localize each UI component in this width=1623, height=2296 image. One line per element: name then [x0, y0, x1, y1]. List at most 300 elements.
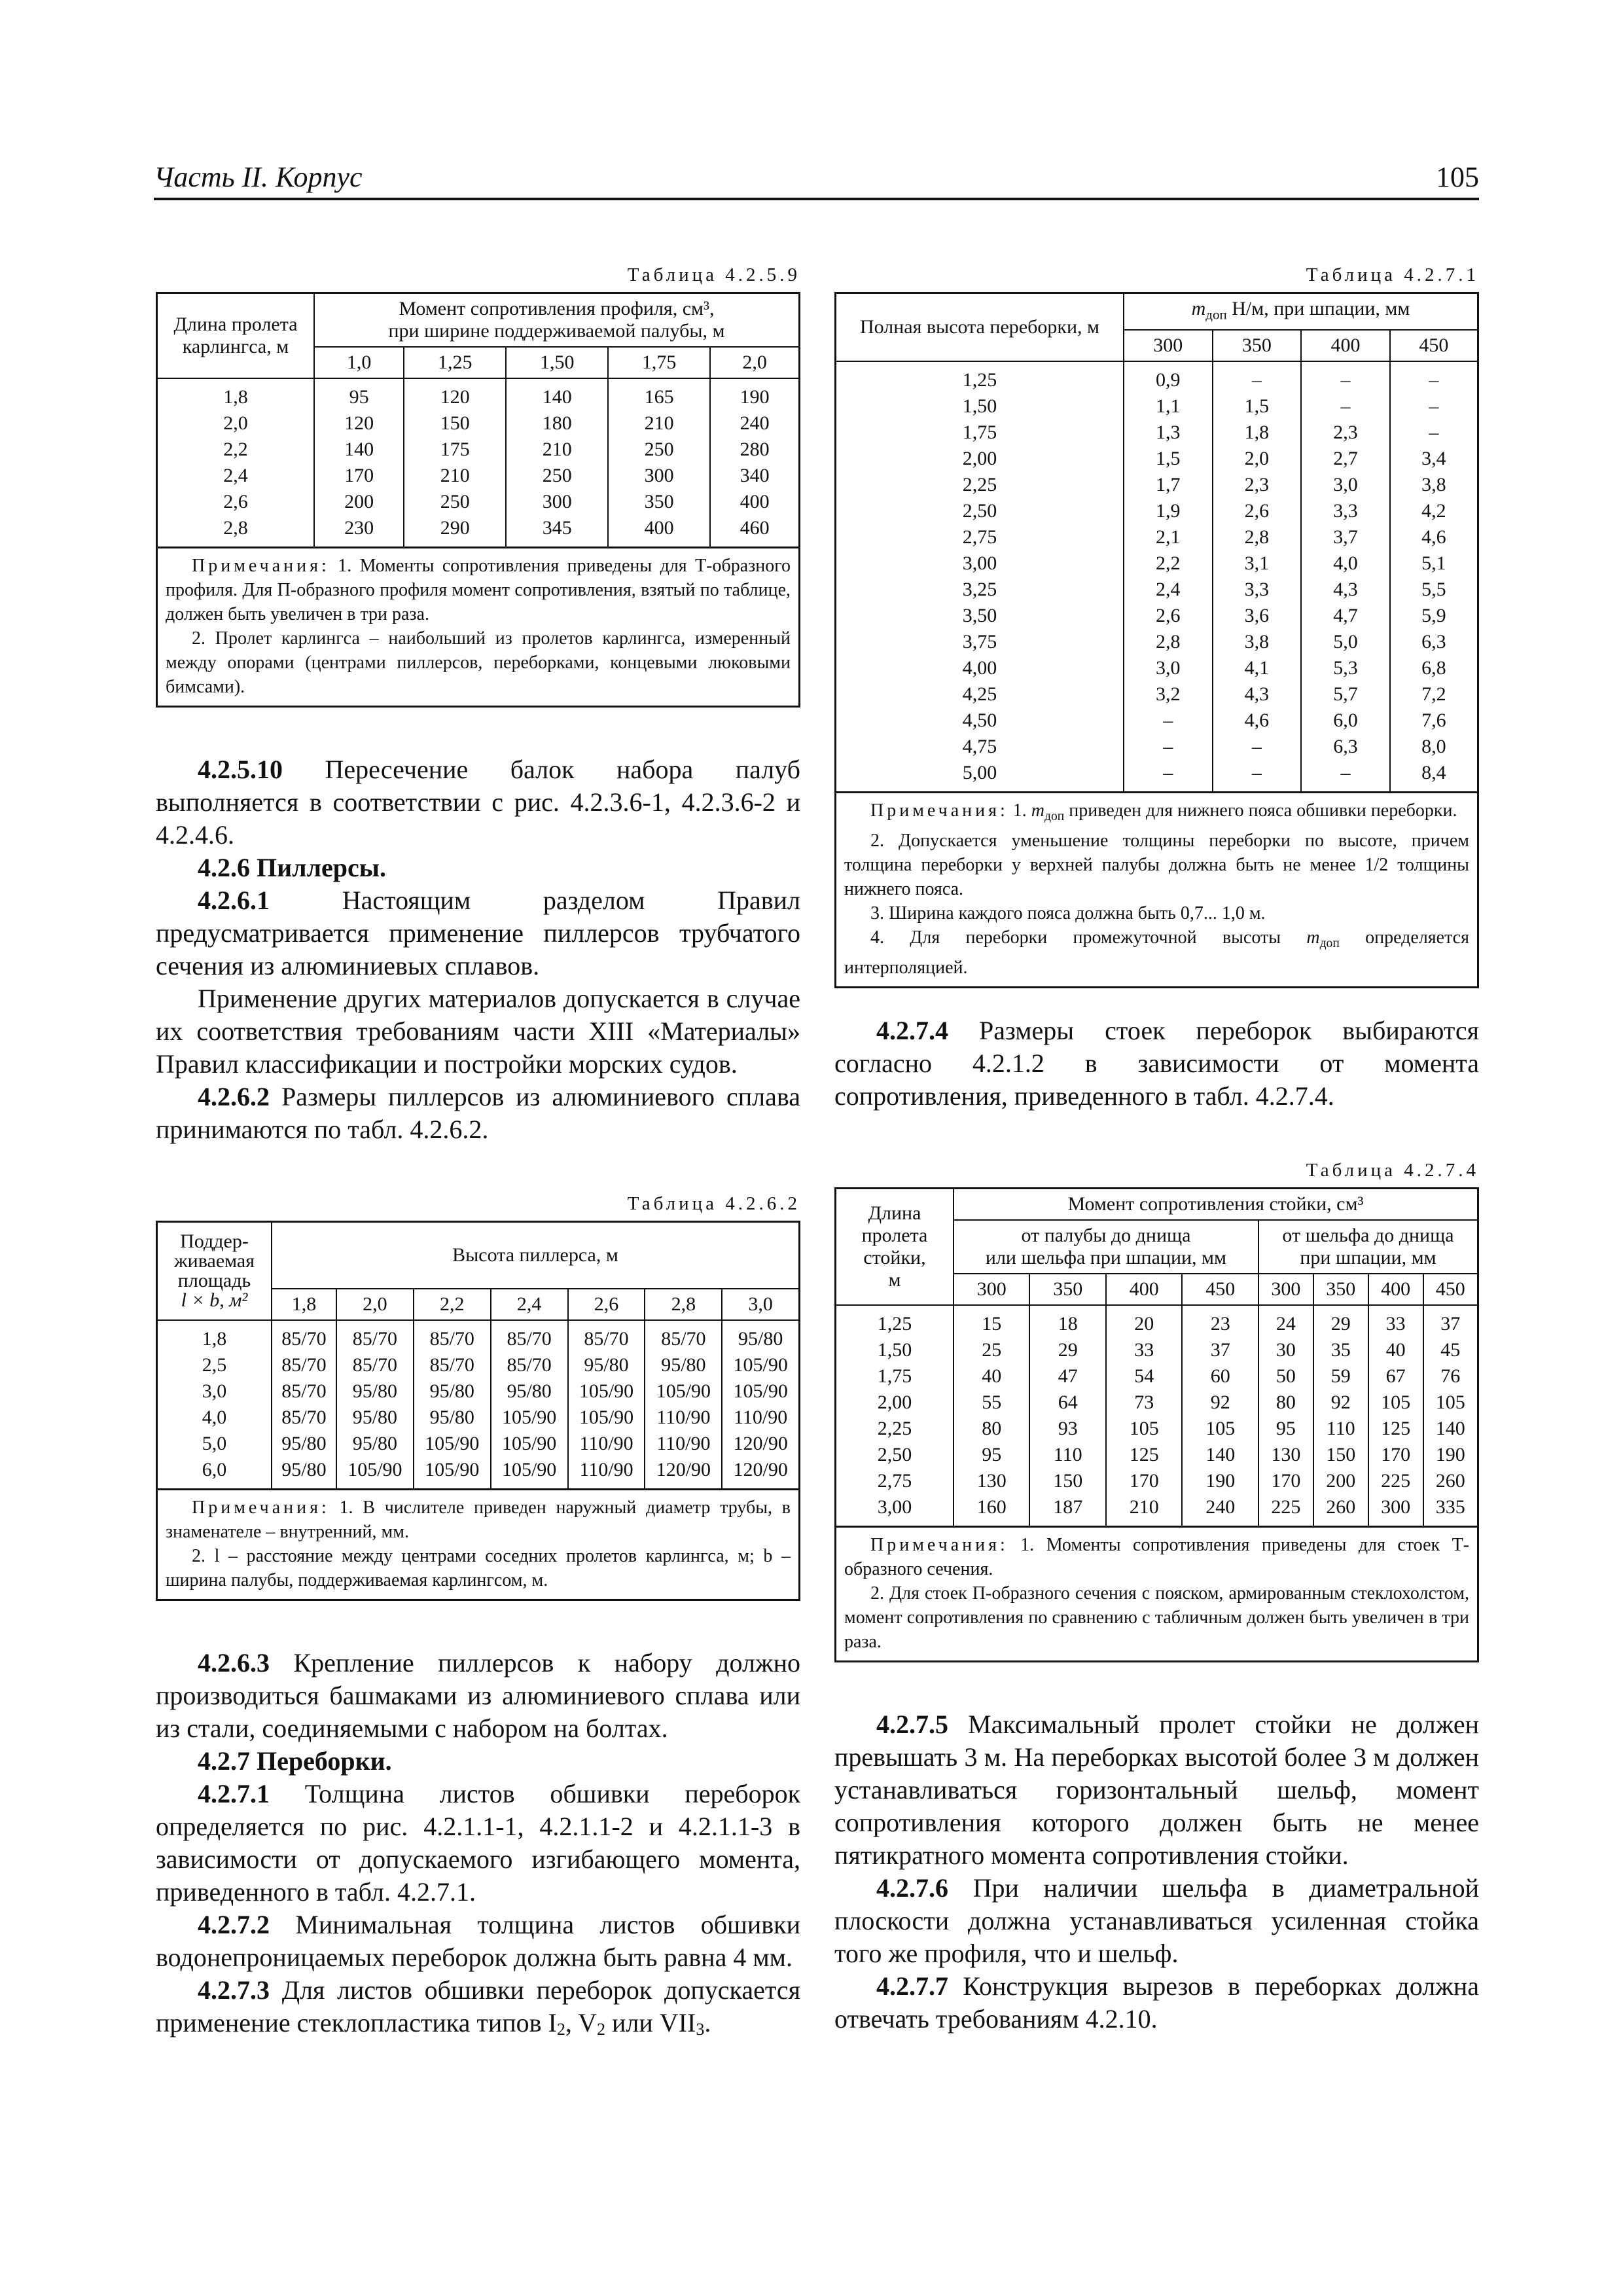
table-subheader: 450: [1390, 330, 1477, 361]
table-cell: 2,75: [836, 524, 1124, 550]
heading-4-2-6: 4.2.6 Пиллерсы.: [198, 853, 387, 882]
table-cell: 2,6: [1124, 603, 1213, 629]
table-cell: 1,5: [1124, 446, 1213, 472]
table-cell: 3,0: [158, 1378, 272, 1405]
table-row: [158, 515, 798, 547]
table-cell: 2,50: [836, 498, 1124, 524]
table-cell: 4,25: [836, 681, 1124, 708]
table-cell: –: [1213, 760, 1302, 791]
table-row: [158, 1457, 798, 1488]
table-row: [158, 1320, 798, 1352]
table-cell: 3,8: [1390, 472, 1477, 498]
table-4271: [834, 292, 1479, 988]
table-row: [836, 1305, 1477, 1337]
table-cell: 54: [1106, 1363, 1182, 1390]
table-row: [158, 1405, 798, 1431]
table-row: [836, 629, 1477, 655]
table-row: [836, 524, 1477, 550]
table-cell: 73: [1106, 1390, 1182, 1416]
table-cell: 2,1: [1124, 524, 1213, 550]
table-cell: 85/70: [272, 1320, 336, 1352]
table-cell: 85/70: [272, 1352, 336, 1378]
table-cell: 190: [1182, 1468, 1258, 1494]
table-4259-group-header: Момент сопротивления профиля, см³, при ширине поддерживаемой палубы, м: [314, 294, 798, 347]
table-cell: 140: [314, 437, 404, 463]
table-cell: 105/90: [491, 1457, 568, 1488]
table-cell: 125: [1106, 1442, 1182, 1468]
table-cell: 1,75: [836, 420, 1124, 446]
paragraph-4-2-7-4: 4.2.7.4 Размеры стоек переборок выбираются согласно 4.2.1.2 в зависимости от момента сопротивления, приведенного в табл. 4.2.7.4.: [834, 1016, 1479, 1111]
table-subheader: 300: [1124, 330, 1213, 361]
table-cell: 85/70: [491, 1320, 568, 1352]
table-cell: 2,6: [158, 489, 314, 515]
table-cell: 95/80: [272, 1431, 336, 1457]
table-cell: 93: [1029, 1416, 1105, 1442]
table-cell: 95/80: [722, 1320, 798, 1352]
table-cell: 50: [1258, 1363, 1313, 1390]
table-subheader: 1,50: [506, 347, 608, 378]
table-row: [836, 1494, 1477, 1526]
table-cell: 120/90: [722, 1431, 798, 1457]
table-cell: 40: [1368, 1337, 1423, 1363]
table-4274-subgroup-2: от шельфа до днища при шпации, мм: [1258, 1220, 1477, 1274]
table-cell: 80: [954, 1416, 1029, 1442]
table-cell: –: [1301, 393, 1390, 420]
table-cell: –: [1124, 760, 1213, 791]
table-cell: 4,0: [1301, 550, 1390, 577]
table-4262-caption: Таблица 4.2.6.2: [627, 1193, 800, 1214]
table-cell: 2,8: [1213, 524, 1302, 550]
table-subheader: 400: [1368, 1274, 1423, 1305]
table-4274-caption: Таблица 4.2.7.4: [1306, 1160, 1479, 1181]
table-cell: 76: [1423, 1363, 1477, 1390]
table-cell: 140: [1423, 1416, 1477, 1442]
table-cell: 3,0: [1301, 472, 1390, 498]
table-cell: 2,0: [1213, 446, 1302, 472]
table-cell: 150: [1029, 1468, 1105, 1494]
table-cell: 18: [1029, 1305, 1105, 1337]
table-cell: –: [1301, 760, 1390, 791]
table-cell: 130: [954, 1468, 1029, 1494]
table-cell: 95/80: [645, 1352, 722, 1378]
table-cell: 85/70: [568, 1320, 645, 1352]
table-cell: 5,3: [1301, 655, 1390, 681]
table-cell: 85/70: [336, 1352, 414, 1378]
table-cell: 2,5: [158, 1352, 272, 1378]
table-cell: 3,6: [1213, 603, 1302, 629]
table-cell: 2,50: [836, 1442, 954, 1468]
table-cell: 350: [608, 489, 710, 515]
table-subheader: 1,8: [272, 1289, 336, 1320]
table-cell: 3,00: [836, 1494, 954, 1526]
table-cell: 95/80: [414, 1405, 491, 1431]
table-cell: 3,8: [1213, 629, 1302, 655]
table-row: [836, 472, 1477, 498]
table-cell: 190: [710, 378, 798, 410]
table-cell: 2,0: [158, 410, 314, 437]
table-row: [836, 1468, 1477, 1494]
table-cell: 29: [1029, 1337, 1105, 1363]
table-cell: 23: [1182, 1305, 1258, 1337]
table-cell: 120: [404, 378, 506, 410]
table-cell: 4,2: [1390, 498, 1477, 524]
table-row: [836, 550, 1477, 577]
paragraph-4-2-6-2: 4.2.6.2 Размеры пиллерсов из алюминиевого сплава принимаются по табл. 4.2.6.2.: [156, 1082, 800, 1144]
table-row: [836, 760, 1477, 791]
table-cell: 95/80: [336, 1405, 414, 1431]
table-cell: –: [1124, 734, 1213, 760]
table-row: [158, 489, 798, 515]
table-subheader: 2,0: [336, 1289, 414, 1320]
table-cell: 210: [506, 437, 608, 463]
table-cell: 2,2: [1124, 550, 1213, 577]
table-cell: 5,7: [1301, 681, 1390, 708]
table-cell: –: [1390, 420, 1477, 446]
table-cell: 1,8: [158, 1320, 272, 1352]
table-cell: 120/90: [722, 1457, 798, 1488]
table-cell: 95: [954, 1442, 1029, 1468]
table-cell: 1,8: [158, 378, 314, 410]
paragraph-4-2-6-1: 4.2.6.1 Настоящим разделом Правил предусматривается применение пиллерсов трубчатого сечения из алюминиевых сплавов.: [156, 886, 800, 980]
table-cell: 85/70: [272, 1405, 336, 1431]
table-row: [158, 1352, 798, 1378]
table-cell: 24: [1258, 1305, 1313, 1337]
table-4259-notes: Примечания: 1. Моменты сопротивления приведены для Т-образного профиля. Для П-образного профиля момент сопротивления, взятый по таблице, должен быть увеличен в три раза. 2. Пролет карлингса – наибольший из пролетов карлингса, измеренный между опорами (центрами пиллерсов, переборками, концевыми люковыми бимсами).: [158, 547, 798, 706]
table-cell: 120: [314, 410, 404, 437]
table-cell: 4,3: [1301, 577, 1390, 603]
table-cell: 110: [1029, 1442, 1105, 1468]
table-cell: –: [1390, 361, 1477, 393]
paragraph-4-2-7-2: 4.2.7.2 Минимальная толщина листов обшивки водонепроницаемых переборок должна быть равна 4 мм.: [156, 1910, 800, 1972]
table-cell: 260: [1313, 1494, 1368, 1526]
table-4271-caption: Таблица 4.2.7.1: [1306, 264, 1479, 285]
table-cell: 47: [1029, 1363, 1105, 1390]
table-cell: 460: [710, 515, 798, 547]
table-cell: 3,7: [1301, 524, 1390, 550]
table-cell: 1,25: [836, 1305, 954, 1337]
table-row: [836, 361, 1477, 393]
table-cell: 300: [506, 489, 608, 515]
table-row: [158, 437, 798, 463]
table-cell: 0,9: [1124, 361, 1213, 393]
table-cell: 2,2: [158, 437, 314, 463]
paragraph-4-2-7-1: 4.2.7.1 Толщина листов обшивки переборок определяется по рис. 4.2.1.1-1, 4.2.1.1-2 и 4.2.1.1-3 в зависимости от допускаемого изгибающего момента, приведенного в табл. 4.2.7.1.: [156, 1779, 801, 1907]
table-cell: 2,6: [1213, 498, 1302, 524]
table-cell: 30: [1258, 1337, 1313, 1363]
table-cell: –: [1301, 361, 1390, 393]
table-cell: 2,00: [836, 1390, 954, 1416]
table-cell: 85/70: [414, 1352, 491, 1378]
table-cell: 2,3: [1213, 472, 1302, 498]
table-cell: 4,50: [836, 708, 1124, 734]
table-cell: 290: [404, 515, 506, 547]
table-4274-col1-header: Длина пролета стойки, м: [836, 1189, 954, 1305]
running-title: Часть II. Корпус: [154, 161, 363, 193]
table-subheader: 450: [1182, 1274, 1258, 1305]
table-cell: 105/90: [568, 1405, 645, 1431]
table-cell: 95/80: [272, 1457, 336, 1488]
table-subheader: 400: [1301, 330, 1390, 361]
table-cell: 95/80: [336, 1431, 414, 1457]
table-cell: 5,9: [1390, 603, 1477, 629]
table-cell: 85/70: [336, 1320, 414, 1352]
table-cell: 160: [954, 1494, 1029, 1526]
table-cell: 105/90: [568, 1378, 645, 1405]
table-cell: 37: [1182, 1337, 1258, 1363]
table-cell: 7,6: [1390, 708, 1477, 734]
table-cell: 60: [1182, 1363, 1258, 1390]
table-cell: 335: [1423, 1494, 1477, 1526]
table-cell: 105/90: [645, 1378, 722, 1405]
table-4274-notes: Примечания: 1. Моменты сопротивления приведены для стоек Т-образного сечения. 2. Для стоек П-образного сечения с пояском, армированным стеклохолстом, момент сопротивления по сравнению с табличным должен быть увеличен в три раза.: [836, 1526, 1477, 1660]
table-cell: 105/90: [491, 1405, 568, 1431]
table-subheader: 350: [1213, 330, 1302, 361]
table-subheader: 350: [1313, 1274, 1368, 1305]
table-cell: 150: [1313, 1442, 1368, 1468]
table-cell: 105/90: [491, 1431, 568, 1457]
left-column: [156, 263, 800, 2046]
page-header: [154, 157, 1479, 200]
table-cell: 2,8: [158, 515, 314, 547]
table-cell: 3,3: [1301, 498, 1390, 524]
table-cell: 5,0: [1301, 629, 1390, 655]
table-cell: 4,00: [836, 655, 1124, 681]
table-row: [836, 420, 1477, 446]
table-row: [836, 446, 1477, 472]
paragraph-4-2-6-3: 4.2.6.3 Крепление пиллерсов к набору должно производиться башмаками из алюминиевого сплава или из стали, соединяемыми с набором на болтах.: [156, 1648, 800, 1743]
table-cell: –: [1390, 393, 1477, 420]
table-cell: 300: [1368, 1494, 1423, 1526]
table-cell: 1,9: [1124, 498, 1213, 524]
table-cell: 105: [1423, 1390, 1477, 1416]
table-cell: 200: [314, 489, 404, 515]
table-cell: 105: [1368, 1390, 1423, 1416]
table-subheader: 2,2: [414, 1289, 491, 1320]
table-cell: 35: [1313, 1337, 1368, 1363]
table-cell: 85/70: [272, 1378, 336, 1405]
table-cell: 4,3: [1213, 681, 1302, 708]
table-cell: 3,50: [836, 603, 1124, 629]
table-cell: 210: [404, 463, 506, 489]
table-cell: 92: [1182, 1390, 1258, 1416]
table-cell: 80: [1258, 1390, 1313, 1416]
table-cell: 180: [506, 410, 608, 437]
table-cell: 6,3: [1390, 629, 1477, 655]
table-cell: 190: [1423, 1442, 1477, 1468]
table-cell: 95/80: [568, 1352, 645, 1378]
table-cell: 250: [608, 437, 710, 463]
table-row: [836, 1416, 1477, 1442]
table-4262-group-header: Высота пиллерса, м: [272, 1223, 798, 1289]
table-row: [836, 734, 1477, 760]
table-cell: 33: [1106, 1337, 1182, 1363]
table-cell: 3,4: [1390, 446, 1477, 472]
table-cell: 210: [1106, 1494, 1182, 1526]
table-cell: 230: [314, 515, 404, 547]
table-cell: 95: [314, 378, 404, 410]
table-row: [836, 393, 1477, 420]
table-cell: 95/80: [336, 1378, 414, 1405]
table-cell: 2,3: [1301, 420, 1390, 446]
table-row: [158, 378, 798, 410]
table-4262: [156, 1221, 800, 1601]
table-cell: 170: [1368, 1442, 1423, 1468]
table-cell: 1,50: [836, 393, 1124, 420]
table-cell: 105: [1182, 1416, 1258, 1442]
table-4271-notes: Примечания: 1. $m_{доп}$ приведен для нижнего пояса обшивки переборки. 2. Допускается уменьшение толщины переборки по высоте, причем толщина переборки у верхней палубы должна быть не менее 1/2 толщины нижнего пояса. 3. Ширина каждого пояса должна быть 0,7... 1,0 м. 4. Для переборки промежуточной высоты $m_{доп}$ определяется интерполяцией.: [836, 791, 1477, 986]
table-subheader: 1,75: [608, 347, 710, 378]
table-cell: 110/90: [645, 1431, 722, 1457]
table-cell: 2,75: [836, 1468, 954, 1494]
table-4262-notes: Примечания: 1. В числителе приведен наружный диаметр трубы, в знаменателе – внутренний, мм. 2. l – расстояние между центрами соседних пролетов карлингса, м; b – ширина палубы, поддерживаемая карлингсом, м.: [158, 1488, 798, 1599]
paragraph-4-2-7-3: 4.2.7.3 Для листов обшивки переборок допускается применение стеклопластика типов $I_2$, $V_2$ или $VII_3$.: [156, 1975, 800, 2039]
table-cell: 150: [404, 410, 506, 437]
table-cell: 3,25: [836, 577, 1124, 603]
table-cell: 170: [1106, 1468, 1182, 1494]
table-cell: 105/90: [722, 1378, 798, 1405]
table-4259-col1-header: Длина пролета карлингса, м: [158, 294, 314, 378]
table-cell: 64: [1029, 1390, 1105, 1416]
table-row: [836, 498, 1477, 524]
table-cell: 4,6: [1390, 524, 1477, 550]
table-row: [158, 410, 798, 437]
table-4259: [156, 292, 800, 708]
table-cell: 240: [1182, 1494, 1258, 1526]
table-cell: 260: [1423, 1468, 1477, 1494]
table-cell: 6,0: [158, 1457, 272, 1488]
table-cell: 110/90: [568, 1457, 645, 1488]
table-cell: 110/90: [568, 1431, 645, 1457]
table-row: [836, 603, 1477, 629]
table-cell: 187: [1029, 1494, 1105, 1526]
table-cell: 105/90: [722, 1352, 798, 1378]
table-cell: 40: [954, 1363, 1029, 1390]
table-4274: [834, 1187, 1479, 1662]
table-subheader: 350: [1029, 1274, 1105, 1305]
table-cell: 3,00: [836, 550, 1124, 577]
table-cell: 120/90: [645, 1457, 722, 1488]
table-cell: 1,50: [836, 1337, 954, 1363]
table-cell: 5,1: [1390, 550, 1477, 577]
paragraph-4-2-7-7: 4.2.7.7 Конструкция вырезов в переборках должна отвечать требованиям 4.2.10.: [834, 1971, 1479, 2034]
table-cell: –: [1124, 708, 1213, 734]
paragraph-4-2-7-6: 4.2.7.6 При наличии шельфа в диаметральной плоскости должна устанавливаться усиленная стойка того же профиля, что и шельф.: [834, 1873, 1480, 1969]
table-row: [158, 1431, 798, 1457]
table-subheader: 2,0: [710, 347, 798, 378]
table-cell: 8,4: [1390, 760, 1477, 791]
table-subheader: 300: [954, 1274, 1029, 1305]
page-number: 105: [1436, 161, 1479, 193]
table-cell: 3,3: [1213, 577, 1302, 603]
paragraph-4-2-7-5: 4.2.7.5 Максимальный пролет стойки не должен превышать 3 м. На переборках высотой более 3 м должен устанавливаться горизонтальный шельф, момент сопротивления которого должен быть не менее пятикратного момента сопротивления стойки.: [834, 1710, 1480, 1871]
table-cell: 55: [954, 1390, 1029, 1416]
table-cell: 110: [1313, 1416, 1368, 1442]
table-cell: 67: [1368, 1363, 1423, 1390]
table-cell: 280: [710, 437, 798, 463]
table-cell: 2,25: [836, 472, 1124, 498]
table-cell: 95/80: [414, 1378, 491, 1405]
table-cell: 210: [608, 410, 710, 437]
table-cell: 345: [506, 515, 608, 547]
table-cell: 110/90: [645, 1405, 722, 1431]
table-cell: 250: [506, 463, 608, 489]
table-row: [836, 681, 1477, 708]
table-cell: 110/90: [722, 1405, 798, 1431]
table-cell: 250: [404, 489, 506, 515]
table-cell: 340: [710, 463, 798, 489]
table-4271-col1-header: Полная высота переборки, м: [836, 294, 1124, 361]
table-cell: 1,75: [836, 1363, 954, 1390]
table-cell: 1,25: [836, 361, 1124, 393]
table-cell: 140: [506, 378, 608, 410]
table-subheader: 2,6: [568, 1289, 645, 1320]
table-cell: 6,8: [1390, 655, 1477, 681]
table-row: [836, 577, 1477, 603]
table-cell: 2,4: [158, 463, 314, 489]
table-cell: 175: [404, 437, 506, 463]
table-cell: 15: [954, 1305, 1029, 1337]
table-cell: 105: [1106, 1416, 1182, 1442]
table-subheader: 450: [1423, 1274, 1477, 1305]
table-cell: 37: [1423, 1305, 1477, 1337]
table-cell: 170: [314, 463, 404, 489]
table-cell: 4,6: [1213, 708, 1302, 734]
table-4259-caption: Таблица 4.2.5.9: [627, 264, 800, 285]
table-cell: 2,4: [1124, 577, 1213, 603]
right-column: [834, 263, 1479, 2036]
table-cell: 1,5: [1213, 393, 1302, 420]
table-cell: –: [1213, 361, 1302, 393]
table-row: [836, 1363, 1477, 1390]
table-cell: 125: [1368, 1416, 1423, 1442]
table-cell: 25: [954, 1337, 1029, 1363]
table-cell: 300: [608, 463, 710, 489]
table-cell: 225: [1258, 1494, 1313, 1526]
table-cell: –: [1213, 734, 1302, 760]
table-cell: 85/70: [491, 1352, 568, 1378]
table-row: [836, 1442, 1477, 1468]
paragraph-4-2-5-10: 4.2.5.10 Пересечение балок набора палуб выполняется в соответствии с рис. 4.2.3.6-1, 4.2.3.6-2 и 4.2.4.6.: [156, 755, 800, 850]
table-cell: 2,25: [836, 1416, 954, 1442]
table-subheader: 2,4: [491, 1289, 568, 1320]
table-cell: 240: [710, 410, 798, 437]
table-cell: 105/90: [336, 1457, 414, 1488]
table-row: [158, 1378, 798, 1405]
table-cell: 95/80: [491, 1378, 568, 1405]
table-subheader: 1,25: [404, 347, 506, 378]
table-subheader: 400: [1106, 1274, 1182, 1305]
heading-4-2-7: 4.2.7 Переборки.: [198, 1746, 392, 1776]
table-cell: 4,75: [836, 734, 1124, 760]
table-cell: 400: [608, 515, 710, 547]
table-cell: 130: [1258, 1442, 1313, 1468]
table-cell: 45: [1423, 1337, 1477, 1363]
table-cell: 33: [1368, 1305, 1423, 1337]
table-row: [836, 1337, 1477, 1363]
table-cell: 2,7: [1301, 446, 1390, 472]
table-cell: 1,7: [1124, 472, 1213, 498]
table-4274-group-header: Момент сопротивления стойки, см³: [954, 1189, 1477, 1220]
table-cell: 20: [1106, 1305, 1182, 1337]
table-cell: 5,0: [158, 1431, 272, 1457]
table-4262-col1-header: Поддер- живаемая площадь l × b, м²: [158, 1223, 272, 1320]
table-cell: 1,8: [1213, 420, 1302, 446]
table-cell: 3,75: [836, 629, 1124, 655]
table-cell: 5,5: [1390, 577, 1477, 603]
table-cell: 225: [1368, 1468, 1423, 1494]
table-subheader: 2,8: [645, 1289, 722, 1320]
table-cell: 95: [1258, 1416, 1313, 1442]
